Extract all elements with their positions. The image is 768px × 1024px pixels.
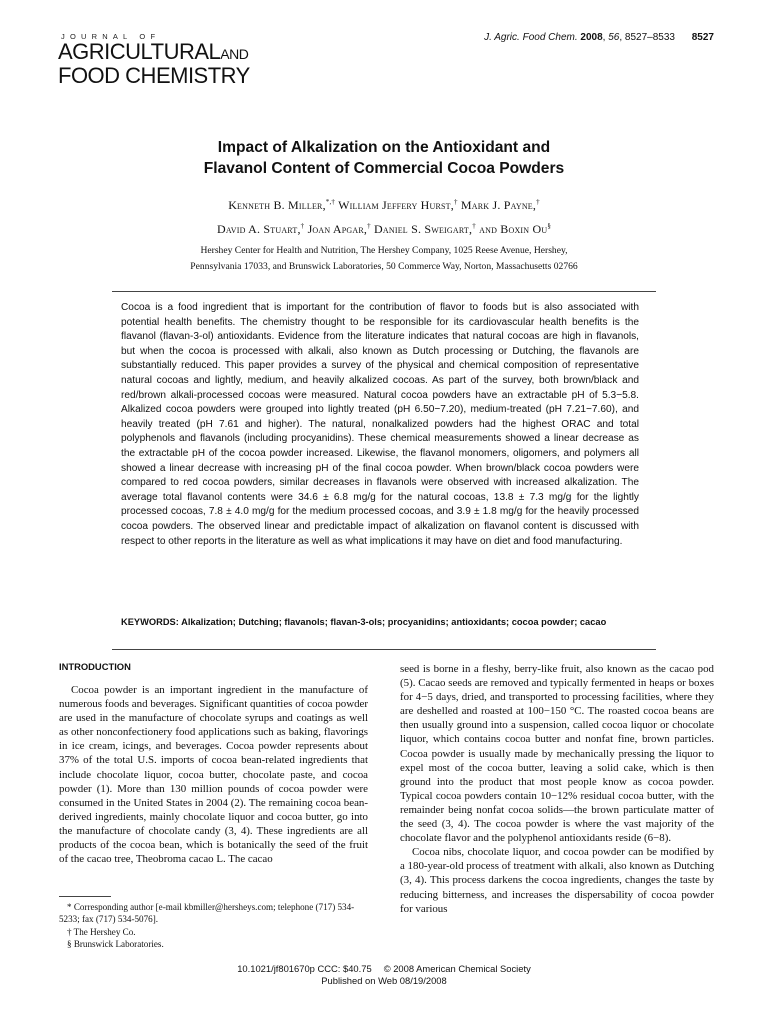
masthead-and: AND xyxy=(220,46,249,62)
footnotes xyxy=(59,901,368,951)
intro-paragraph-continued: seed is borne in a fleshy, berry-like fruit, also known as the cacao pod (5). Cacao seeds are removed and typically fermented in heaps or boxes for 4−5 days, dried, and transported to processing facilities, where they are deshelled and roasted at 100−150 °C. The roasted cocoa beans are then usually ground into a suspension, called cocoa liquor or chocolate liquor, which contains cocoa butter and nonfat fine, brown particles. Cocoa powder is usually made by mechanically pressing the liquor to expel most of the cocoa butter, leaving a solid cake, which is then ground into the product that most people know as cocoa powder. Typical cocoa powders contain 10−12% residual cocoa butter, with the remainder being nonfat cocoa solids—the brown particulate matter of the seed (3, 4). The cocoa powder is where the vast majority of the chocolate flavor and the polyphenol antioxidants reside (6−8). xyxy=(400,663,714,845)
left-column xyxy=(59,683,368,866)
footer-copyright: © 2008 American Chemical Society xyxy=(383,963,531,974)
abstract-text: Cocoa is a food ingredient that is important for the contribution of flavor to foods but is also associated with potential health benefits. The chemistry thought to be responsible for its cardiovascular health benefits is the flavanol (flavan-3-ol) antioxidants. Evidence from the literature indicates that natural cocoas are high in flavanols, but when the cocoa is processed with alkali, also known as Dutch processing or Dutching, the flavanols are substantially reduced. This paper provides a survey of the physical and chemical composition of representative natural cocoas and lightly, medium, and heavily alkalized cocoas. As part of the survey, both brown/black and red/brown alkali-processed cocoas were measured. Natural cocoa powders have an extractable pH of 5.3−5.8. Alkalized cocoa powders were grouped into lightly treated (pH 6.50−7.20), medium-treated (pH 7.21−7.60), and heavily treated (pH 7.61 and higher). The natural, nonalkalized powders had the highest ORAC and total polyphenols and flavanols (including procyanidins). These chemical measurements showed a linear decrease as the extractable pH of the cocoa powder increased. Likewise, the flavanol monomers, oligomers, and polymers all showed a linear decrease with increasing pH of the final cocoa powder. When brown/black cocoa powders were compared to red cocoa powders, similar decreases in flavanols were observed with increased alkalization. The average total flavanol contents were 34.6 ± 6.8 mg/g for the natural cocoas, 13.8 ± 7.3 mg/g for the lightly processed cocoas, 7.8 ± 4.0 mg/g for the medium processed cocoas, and 3.9 ± 1.8 mg/g for the heavily processed cocoa powders. The observed linear and predictable impact of alkalization on flavanol content is discussed with respect to other reports in the literature as well as what implications it may have on diet and food manufacturing. xyxy=(121,302,639,547)
intro-paragraph-1: Cocoa powder is an important ingredient in the manufacture of numerous foods and beverages. Significant quantities of cocoa powder are used in the manufacture of chocolate syrups and coatings as well as other nonconfectionery food applications such as baking, flavorings in ice cream, icings, and beverages. Cocoa powder represents about 37% of the total U.S. imports of cocoa bean-related ingredients that include chocolate liquor, cocoa butter, chocolate paste, and cocoa powder (1). More than 130 million pounds of cocoa powder were consumed in the United States in 2004 (2). The remaining cocoa bean-derived ingredients, mainly chocolate liquor and cocoa butter, go into the manufacture of chocolate candy (3, 4). These ingredients are all products of the cocoa bean, which is botanically the seed of the fruit of the cacao tree, Theobroma cacao L. The cacao xyxy=(59,684,368,866)
abstract-bottom-rule xyxy=(112,649,656,650)
footnote-hershey: † The Hershey Co. xyxy=(67,926,136,937)
footnote-corresponding-author: * Corresponding author [e-mail kbmiller@hersheys.com; telephone (717) 534-5233; fax (717) 534-5076]. xyxy=(59,902,355,925)
author-name: Kenneth B. Miller, xyxy=(228,198,326,212)
footnote-brunswick: § Brunswick Laboratories. xyxy=(67,939,164,950)
footer-published: Published on Web 08/19/2008 xyxy=(321,975,447,986)
keywords-text: Alkalization; Dutching; flavanols; flavan-3-ols; procyanidins; antioxidants; cocoa powder; cacao xyxy=(181,617,607,627)
author-mark: † xyxy=(536,198,540,206)
citation-pages: 8527–8533 xyxy=(624,32,675,43)
affiliation-line-2: Pennsylvania 17033, and Brunswick Laboratories, 50 Commerce Way, Norton, Massachusetts 02766 xyxy=(190,261,578,272)
page-footer xyxy=(0,963,768,987)
affiliation xyxy=(110,243,658,275)
author-name: David A. Stuart, xyxy=(216,222,301,236)
footer-doi: 10.1021/jf801670p CCC: $40.75 xyxy=(237,963,372,974)
citation-journal: J. Agric. Food Chem. xyxy=(484,32,578,43)
keywords xyxy=(121,615,639,629)
author-mark: § xyxy=(547,222,552,230)
masthead-agricultural: AGRICULTURAL xyxy=(58,39,221,64)
journal-masthead xyxy=(58,32,288,86)
abstract-top-rule xyxy=(112,291,656,292)
intro-paragraph-2: Cocoa nibs, chocolate liquor, and cocoa powder can be modified by a 180-year-old process of treatment with alkali, also known as Dutching (3, 4). This process darkens the cocoa ingredients, changes the taste by reducing bitterness, and increases the dispersability of cocoa powder for various xyxy=(400,846,715,915)
author-name: Daniel S. Sweigart, xyxy=(374,222,473,236)
affiliation-line-1: Hershey Center for Health and Nutrition, The Hershey Company, 1025 Reese Avenue, Hershey, xyxy=(200,245,568,256)
keywords-label: KEYWORDS: xyxy=(121,617,179,627)
author-mark: † xyxy=(453,198,458,206)
author-mark: † xyxy=(300,222,305,230)
author-mark: † xyxy=(367,222,371,230)
introduction-heading: INTRODUCTION xyxy=(59,661,131,672)
author-name: Mark J. Payne, xyxy=(460,198,537,212)
article-title xyxy=(130,137,638,179)
page-number: 8527 xyxy=(691,32,714,43)
author-name: Joan Apgar, xyxy=(307,222,368,236)
author-name: William Jeffery Hurst, xyxy=(338,198,454,212)
author-mark: † xyxy=(472,222,476,230)
masthead-journal-of: JOURNAL OF xyxy=(61,32,161,41)
author-mark: *,† xyxy=(325,198,336,206)
right-column xyxy=(400,662,714,916)
author-name: and Boxin Ou xyxy=(479,222,548,236)
masthead-food-chemistry: FOOD CHEMISTRY xyxy=(58,63,250,88)
author-list xyxy=(110,192,658,240)
footnote-rule xyxy=(59,896,111,897)
citation-header: J. Agric. Food Chem. 2008, 56, 8527–8533 8527 xyxy=(484,32,714,43)
title-line-1: Impact of Alkalization on the Antioxidant and xyxy=(217,139,551,156)
citation-year: 2008 xyxy=(580,32,603,43)
citation-volume: 56 xyxy=(608,32,620,43)
title-line-2: Flavanol Content of Commercial Cocoa Powders xyxy=(203,160,565,177)
